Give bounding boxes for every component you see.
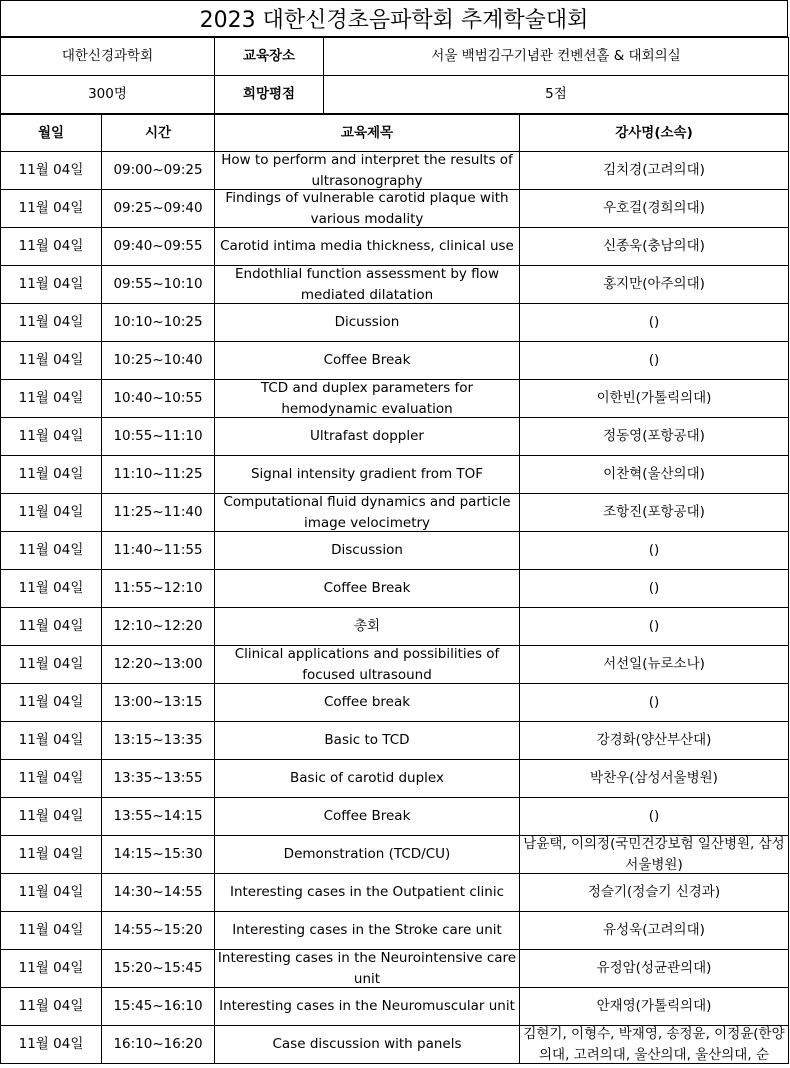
- speaker-cell-text: 서선일(뉴로소나): [603, 656, 705, 672]
- speaker-cell: [520, 304, 789, 342]
- topic-cell-text: Discussion: [331, 542, 403, 558]
- table-row: [1, 266, 789, 304]
- topic-cell-text: Endothlial function assessment by flow mediated dilatation: [235, 266, 499, 303]
- speaker-cell: [520, 380, 789, 418]
- speaker-cell: [520, 646, 789, 684]
- date-cell-text: 11월 04일: [18, 238, 84, 254]
- date-cell-text: 11월 04일: [18, 770, 84, 786]
- speaker-cell: [520, 418, 789, 456]
- topic-cell-text: Interesting cases in the Neurointensive care unit: [217, 950, 517, 987]
- topic-cell-text: Findings of vulnerable carotid plaque with various modality: [225, 190, 509, 227]
- speaker-cell: [520, 874, 789, 912]
- schedule-body: [1, 152, 789, 1064]
- speaker-cell-text: 정슬기(정슬기 신경과): [587, 884, 721, 900]
- time-cell-text: 11:10~11:25: [113, 466, 203, 482]
- speaker-cell: [520, 1026, 789, 1064]
- date-cell: [1, 1026, 102, 1064]
- time-cell: [102, 912, 215, 950]
- date-cell-text: 11월 04일: [18, 694, 84, 710]
- table-row: [1, 190, 789, 228]
- date-cell-text: 11월 04일: [18, 732, 84, 748]
- header-speaker: 강사명(소속): [520, 115, 789, 152]
- time-cell: [102, 228, 215, 266]
- time-cell: [102, 418, 215, 456]
- speaker-cell: [520, 722, 789, 760]
- speaker-cell-text: (): [648, 542, 660, 558]
- venue: 서울 백범김구기념관 컨벤션홀 & 대회의실: [324, 38, 789, 76]
- score: 5점: [324, 76, 789, 114]
- topic-cell: [215, 950, 520, 988]
- speaker-cell-text: 남윤택, 이의정(국민건강보험 일산병원, 삼성서울병원): [523, 836, 785, 873]
- time-cell-text: 12:20~13:00: [113, 656, 203, 672]
- date-cell: [1, 760, 102, 798]
- topic-cell: [215, 380, 520, 418]
- topic-cell: [215, 228, 520, 266]
- time-cell: [102, 798, 215, 836]
- speaker-cell-text: 신종욱(충남의대): [603, 238, 705, 254]
- time-cell-text: 13:15~13:35: [113, 732, 203, 748]
- topic-cell-text: Case discussion with panels: [272, 1036, 462, 1052]
- speaker-cell: [520, 950, 789, 988]
- date-cell: [1, 152, 102, 190]
- table-row: [1, 532, 789, 570]
- time-cell-text: 10:40~10:55: [113, 390, 203, 406]
- topic-cell-text: Coffee Break: [323, 580, 411, 596]
- date-cell-text: 11월 04일: [18, 1036, 84, 1052]
- date-cell: [1, 380, 102, 418]
- topic-cell: [215, 836, 520, 874]
- topic-cell-text: Interesting cases in the Outpatient clinic: [229, 884, 505, 900]
- date-cell: [1, 342, 102, 380]
- date-cell: [1, 950, 102, 988]
- date-cell-text: 11월 04일: [18, 656, 84, 672]
- time-cell: [102, 456, 215, 494]
- table-row: [1, 456, 789, 494]
- page-title: 2023 대한신경초음파학회 추계학술대회: [0, 0, 788, 37]
- table-row: [1, 988, 789, 1026]
- table-row: [1, 570, 789, 608]
- schedule-header-row: [1, 115, 789, 152]
- time-cell: [102, 532, 215, 570]
- topic-cell-text: Computational fluid dynamics and particle image velocimetry: [223, 494, 511, 531]
- speaker-cell: [520, 266, 789, 304]
- time-cell: [102, 380, 215, 418]
- time-cell-text: 15:20~15:45: [113, 960, 203, 976]
- speaker-cell: [520, 190, 789, 228]
- time-cell-text: 09:25~09:40: [113, 200, 203, 216]
- topic-cell-text: Interesting cases in the Neuromuscular unit: [219, 998, 515, 1014]
- date-cell-text: 11월 04일: [18, 428, 84, 444]
- date-cell: [1, 722, 102, 760]
- topic-cell: [215, 874, 520, 912]
- time-cell: [102, 570, 215, 608]
- speaker-cell: [520, 494, 789, 532]
- date-cell: [1, 608, 102, 646]
- time-cell: [102, 494, 215, 532]
- speaker-cell-text: (): [648, 618, 660, 634]
- topic-cell-text: 총회: [353, 618, 381, 634]
- topic-cell-text: Carotid intima media thickness, clinical use: [220, 238, 514, 254]
- topic-cell: [215, 912, 520, 950]
- topic-cell-text: Coffee Break: [323, 808, 411, 824]
- info-row-venue: [1, 38, 789, 76]
- date-cell: [1, 684, 102, 722]
- topic-cell: [215, 456, 520, 494]
- topic-cell-text: Interesting cases in the Stroke care unit: [232, 922, 502, 938]
- venue-label: 교육장소: [215, 38, 324, 76]
- speaker-cell-text: 유정암(성균관의대): [596, 960, 712, 976]
- table-row: [1, 608, 789, 646]
- topic-cell: [215, 266, 520, 304]
- time-cell: [102, 152, 215, 190]
- speaker-cell-text: 이찬혁(울산의대): [603, 466, 705, 482]
- date-cell: [1, 228, 102, 266]
- date-cell: [1, 304, 102, 342]
- time-cell: [102, 836, 215, 874]
- date-cell: [1, 874, 102, 912]
- date-cell: [1, 912, 102, 950]
- date-cell: [1, 456, 102, 494]
- time-cell-text: 11:40~11:55: [113, 542, 203, 558]
- score-label: 희망평점: [215, 76, 324, 114]
- time-cell-text: 14:55~15:20: [113, 922, 203, 938]
- speaker-cell-text: 이한빈(가톨릭의대): [596, 390, 712, 406]
- organizer: 대한신경과학회: [1, 38, 215, 76]
- topic-cell-text: Coffee break: [323, 694, 411, 710]
- date-cell: [1, 532, 102, 570]
- speaker-cell: [520, 152, 789, 190]
- speaker-cell: [520, 456, 789, 494]
- info-row-score: [1, 76, 789, 114]
- time-cell-text: 14:30~14:55: [113, 884, 203, 900]
- date-cell-text: 11월 04일: [18, 314, 84, 330]
- header-date: 월일: [1, 115, 102, 152]
- date-cell: [1, 798, 102, 836]
- speaker-cell: [520, 608, 789, 646]
- time-cell-text: 13:00~13:15: [113, 694, 203, 710]
- date-cell-text: 11월 04일: [18, 390, 84, 406]
- topic-cell: [215, 418, 520, 456]
- topic-cell: [215, 152, 520, 190]
- schedule-table: [0, 114, 789, 1064]
- time-cell-text: 13:35~13:55: [113, 770, 203, 786]
- speaker-cell-text: 홍지만(아주의대): [603, 276, 705, 292]
- speaker-cell: [520, 836, 789, 874]
- time-cell-text: 09:40~09:55: [113, 238, 203, 254]
- table-row: [1, 228, 789, 266]
- time-cell: [102, 266, 215, 304]
- topic-cell-text: Ultrafast doppler: [310, 428, 424, 444]
- speaker-cell-text: (): [648, 580, 660, 596]
- time-cell: [102, 988, 215, 1026]
- topic-cell: [215, 1026, 520, 1064]
- topic-cell: [215, 760, 520, 798]
- date-cell: [1, 570, 102, 608]
- table-row: [1, 836, 789, 874]
- date-cell-text: 11월 04일: [18, 542, 84, 558]
- date-cell-text: 11월 04일: [18, 352, 84, 368]
- topic-cell-text: Clinical applications and possibilities of focused ultrasound: [234, 646, 500, 683]
- topic-cell: [215, 570, 520, 608]
- speaker-cell-text: (): [648, 808, 660, 824]
- speaker-cell: [520, 988, 789, 1026]
- date-cell-text: 11월 04일: [18, 998, 84, 1014]
- date-cell-text: 11월 04일: [18, 504, 84, 520]
- speaker-cell: [520, 760, 789, 798]
- info-table: [0, 37, 789, 114]
- date-cell-text: 11월 04일: [18, 618, 84, 634]
- table-row: [1, 760, 789, 798]
- date-cell: [1, 266, 102, 304]
- time-cell-text: 09:55~10:10: [113, 276, 203, 292]
- time-cell-text: 09:00~09:25: [113, 162, 203, 178]
- time-cell: [102, 874, 215, 912]
- speaker-cell-text: 조항진(포항공대): [603, 504, 705, 520]
- speaker-cell: [520, 228, 789, 266]
- date-cell-text: 11월 04일: [18, 162, 84, 178]
- speaker-cell-text: 김현기, 이형수, 박재영, 송정윤, 이정윤(한양의대, 고려의대, 울산의대, 울산의대, 순: [523, 1026, 785, 1063]
- topic-cell: [215, 608, 520, 646]
- topic-cell: [215, 342, 520, 380]
- date-cell: [1, 190, 102, 228]
- table-row: [1, 912, 789, 950]
- speaker-cell: [520, 532, 789, 570]
- time-cell: [102, 608, 215, 646]
- speaker-cell-text: 정동영(포항공대): [603, 428, 705, 444]
- topic-cell: [215, 684, 520, 722]
- table-row: [1, 494, 789, 532]
- speaker-cell: [520, 912, 789, 950]
- table-row: [1, 380, 789, 418]
- table-row: [1, 798, 789, 836]
- topic-cell: [215, 798, 520, 836]
- table-row: [1, 304, 789, 342]
- speaker-cell-text: (): [648, 314, 660, 330]
- time-cell: [102, 190, 215, 228]
- time-cell-text: 14:15~15:30: [113, 846, 203, 862]
- date-cell-text: 11월 04일: [18, 960, 84, 976]
- topic-cell: [215, 304, 520, 342]
- speaker-cell-text: 유성욱(고려의대): [603, 922, 705, 938]
- speaker-cell: [520, 342, 789, 380]
- time-cell-text: 11:25~11:40: [113, 504, 203, 520]
- time-cell: [102, 304, 215, 342]
- topic-cell-text: Basic to TCD: [324, 732, 410, 748]
- speaker-cell: [520, 684, 789, 722]
- time-cell: [102, 1026, 215, 1064]
- topic-cell-text: Demonstration (TCD/CU): [283, 846, 451, 862]
- topic-cell-text: Dicussion: [334, 314, 400, 330]
- table-row: [1, 646, 789, 684]
- table-row: [1, 418, 789, 456]
- time-cell: [102, 760, 215, 798]
- topic-cell-text: Basic of carotid duplex: [290, 770, 444, 786]
- date-cell: [1, 494, 102, 532]
- time-cell-text: 11:55~12:10: [113, 580, 203, 596]
- date-cell-text: 11월 04일: [18, 922, 84, 938]
- header-topic: 교육제목: [215, 115, 520, 152]
- topic-cell: [215, 646, 520, 684]
- time-cell: [102, 684, 215, 722]
- date-cell: [1, 836, 102, 874]
- table-row: [1, 684, 789, 722]
- time-cell-text: 10:25~10:40: [113, 352, 203, 368]
- speaker-cell-text: 우호걸(경희의대): [603, 200, 705, 216]
- time-cell: [102, 722, 215, 760]
- topic-cell: [215, 532, 520, 570]
- topic-cell: [215, 988, 520, 1026]
- speaker-cell-text: 박찬우(삼성서울병원): [590, 770, 718, 786]
- table-row: [1, 342, 789, 380]
- speaker-cell-text: (): [648, 352, 660, 368]
- time-cell: [102, 342, 215, 380]
- topic-cell-text: Signal intensity gradient from TOF: [250, 466, 484, 482]
- speaker-cell: [520, 570, 789, 608]
- time-cell: [102, 950, 215, 988]
- speaker-cell-text: 강경화(양산부산대): [596, 732, 712, 748]
- time-cell: [102, 646, 215, 684]
- date-cell-text: 11월 04일: [18, 276, 84, 292]
- speaker-cell-text: 안재영(가톨릭의대): [596, 998, 712, 1014]
- date-cell-text: 11월 04일: [18, 884, 84, 900]
- table-row: [1, 152, 789, 190]
- date-cell: [1, 988, 102, 1026]
- date-cell-text: 11월 04일: [18, 466, 84, 482]
- speaker-cell-text: (): [648, 694, 660, 710]
- time-cell-text: 15:45~16:10: [113, 998, 203, 1014]
- topic-cell: [215, 190, 520, 228]
- time-cell-text: 13:55~14:15: [113, 808, 203, 824]
- time-cell-text: 10:10~10:25: [113, 314, 203, 330]
- table-row: [1, 950, 789, 988]
- speaker-cell-text: 김치경(고려의대): [603, 162, 705, 178]
- topic-cell-text: Coffee Break: [323, 352, 411, 368]
- date-cell: [1, 418, 102, 456]
- topic-cell: [215, 494, 520, 532]
- date-cell-text: 11월 04일: [18, 580, 84, 596]
- speaker-cell: [520, 798, 789, 836]
- time-cell-text: 12:10~12:20: [113, 618, 203, 634]
- table-row: [1, 874, 789, 912]
- table-row: [1, 1026, 789, 1064]
- topic-cell: [215, 722, 520, 760]
- capacity: 300명: [1, 76, 215, 114]
- date-cell-text: 11월 04일: [18, 200, 84, 216]
- header-time: 시간: [102, 115, 215, 152]
- time-cell-text: 16:10~16:20: [113, 1036, 203, 1052]
- table-row: [1, 722, 789, 760]
- time-cell-text: 10:55~11:10: [113, 428, 203, 444]
- topic-cell-text: TCD and duplex parameters for hemodynamic evaluation: [260, 380, 474, 417]
- date-cell: [1, 646, 102, 684]
- date-cell-text: 11월 04일: [18, 808, 84, 824]
- topic-cell-text: How to perform and interpret the results of ultrasonography: [221, 152, 513, 189]
- date-cell-text: 11월 04일: [18, 846, 84, 862]
